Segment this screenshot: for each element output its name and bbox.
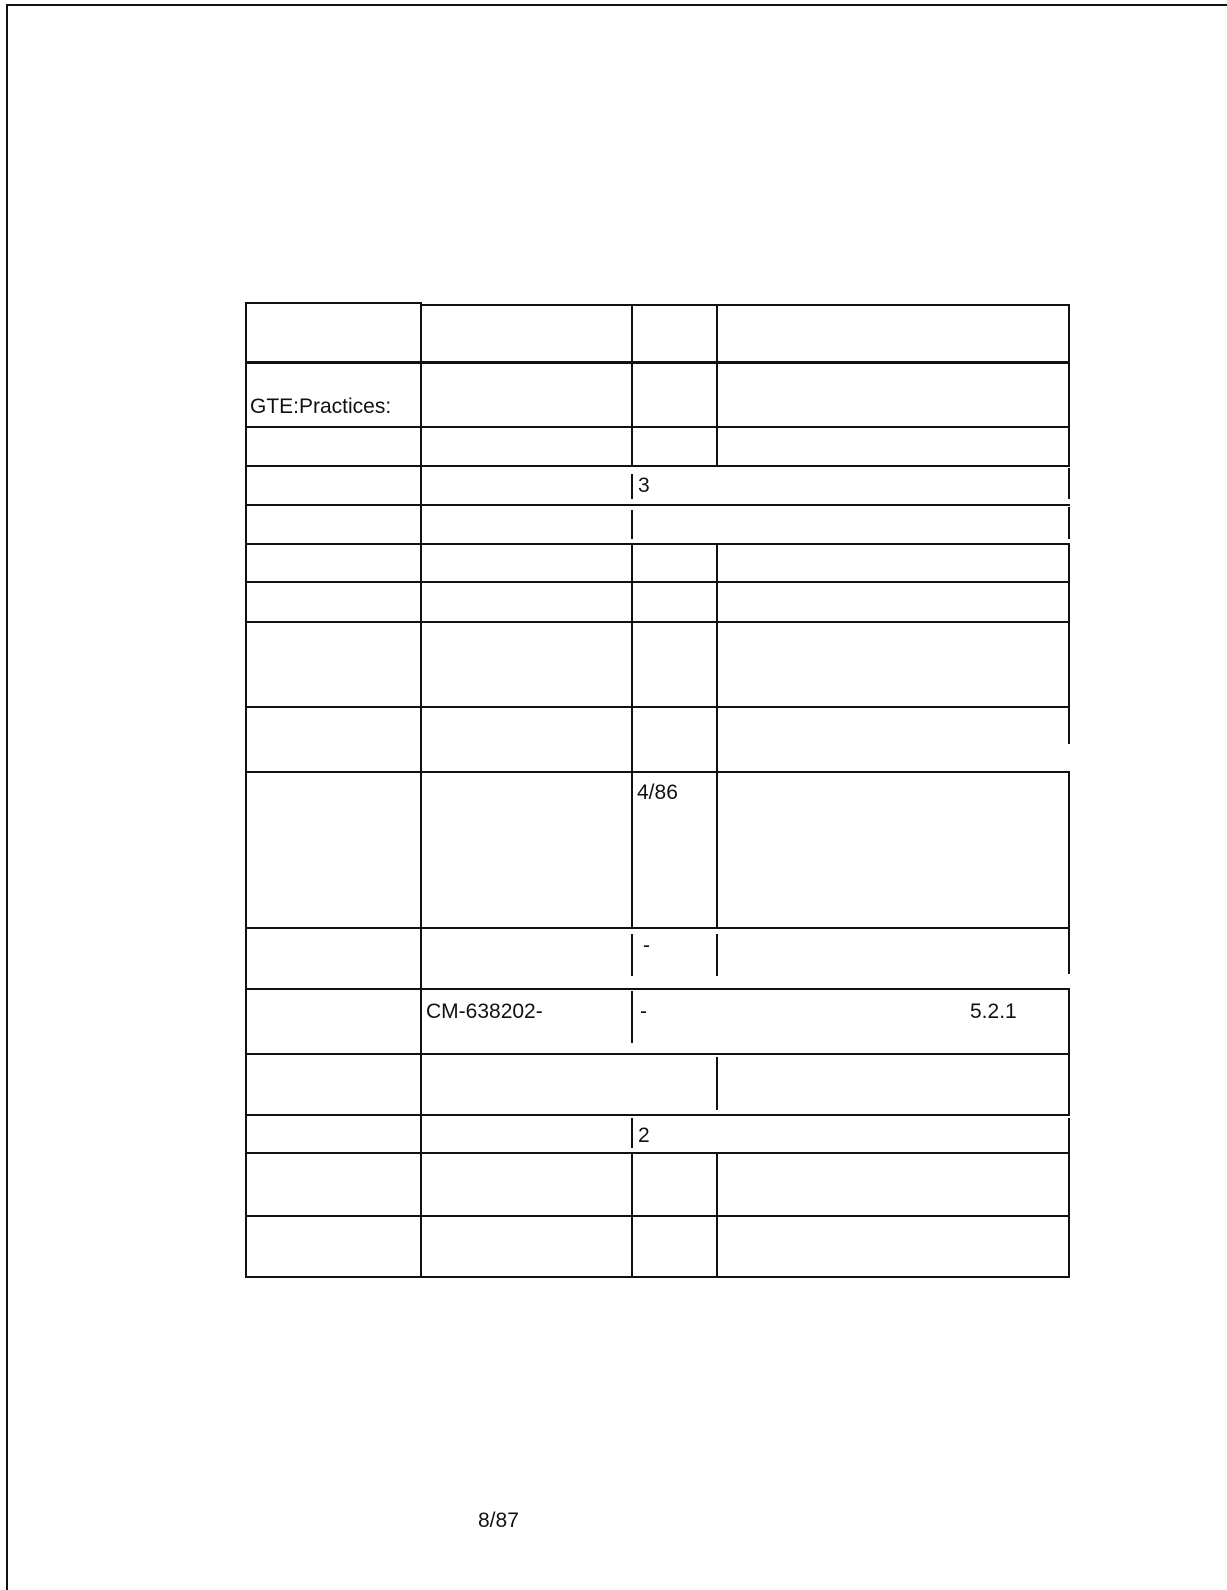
- table-col-divider: [631, 510, 633, 539]
- practices-header-label: GTE:Practices:: [250, 395, 392, 418]
- table-rule: [245, 543, 1070, 545]
- table-col-divider: [420, 302, 422, 1278]
- table-rule: [245, 581, 1070, 583]
- table-rule: [245, 771, 1070, 773]
- table-rule: [245, 1053, 1070, 1055]
- table-col-divider: [1068, 507, 1070, 539]
- document-code: CM-638202-: [426, 1000, 543, 1023]
- issue-number: 3: [638, 474, 650, 497]
- table-rule: [245, 706, 1070, 708]
- table-rule: [245, 1114, 1070, 1116]
- table-rule: [245, 1152, 1070, 1154]
- table-col-divider: [716, 543, 718, 927]
- table-col-divider: [1068, 1118, 1070, 1152]
- table-col-divider: [1068, 468, 1070, 499]
- issue-number: 2: [638, 1124, 650, 1147]
- table-col-divider: [631, 1152, 633, 1278]
- table-col-divider: [716, 304, 718, 465]
- table-col-divider: [1068, 988, 1070, 1114]
- table-col-divider: [716, 934, 718, 976]
- table-col-divider: [631, 304, 633, 465]
- table-rule: [245, 1215, 1070, 1217]
- table-col-divider: [716, 1057, 718, 1110]
- table-col-divider: [631, 1118, 633, 1148]
- table-col-divider: [631, 991, 633, 1043]
- table-col-divider: [1068, 1152, 1070, 1278]
- table-rule: [245, 1276, 1070, 1278]
- table-col-divider: [1068, 304, 1070, 465]
- table-col-divider: [631, 934, 633, 976]
- table-col-divider: [631, 543, 633, 927]
- table-col-divider: [631, 474, 633, 499]
- table-col-divider: [1068, 771, 1070, 927]
- table-rule: [245, 621, 1070, 623]
- issue-date: 4/86: [637, 781, 678, 804]
- table-rule: [245, 465, 1070, 467]
- table-rule: [420, 304, 1070, 306]
- table-col-divider: [245, 302, 247, 1278]
- dash-mark: -: [643, 934, 650, 957]
- section-number: 5.2.1: [970, 1000, 1017, 1023]
- table-rule: [245, 361, 1070, 364]
- table-col-divider: [1068, 928, 1070, 974]
- page-top-border: [6, 4, 1227, 6]
- footer-date: 8/87: [478, 1509, 519, 1532]
- table-rule: [245, 302, 420, 304]
- table-rule: [245, 426, 1070, 428]
- page-left-border: [6, 4, 8, 1590]
- dash-mark: -: [640, 1000, 647, 1023]
- table-col-divider: [1068, 543, 1070, 744]
- table-rule: [245, 988, 1070, 990]
- table-col-divider: [716, 1152, 718, 1278]
- table-rule: [245, 504, 1070, 506]
- table-rule: [245, 927, 1070, 929]
